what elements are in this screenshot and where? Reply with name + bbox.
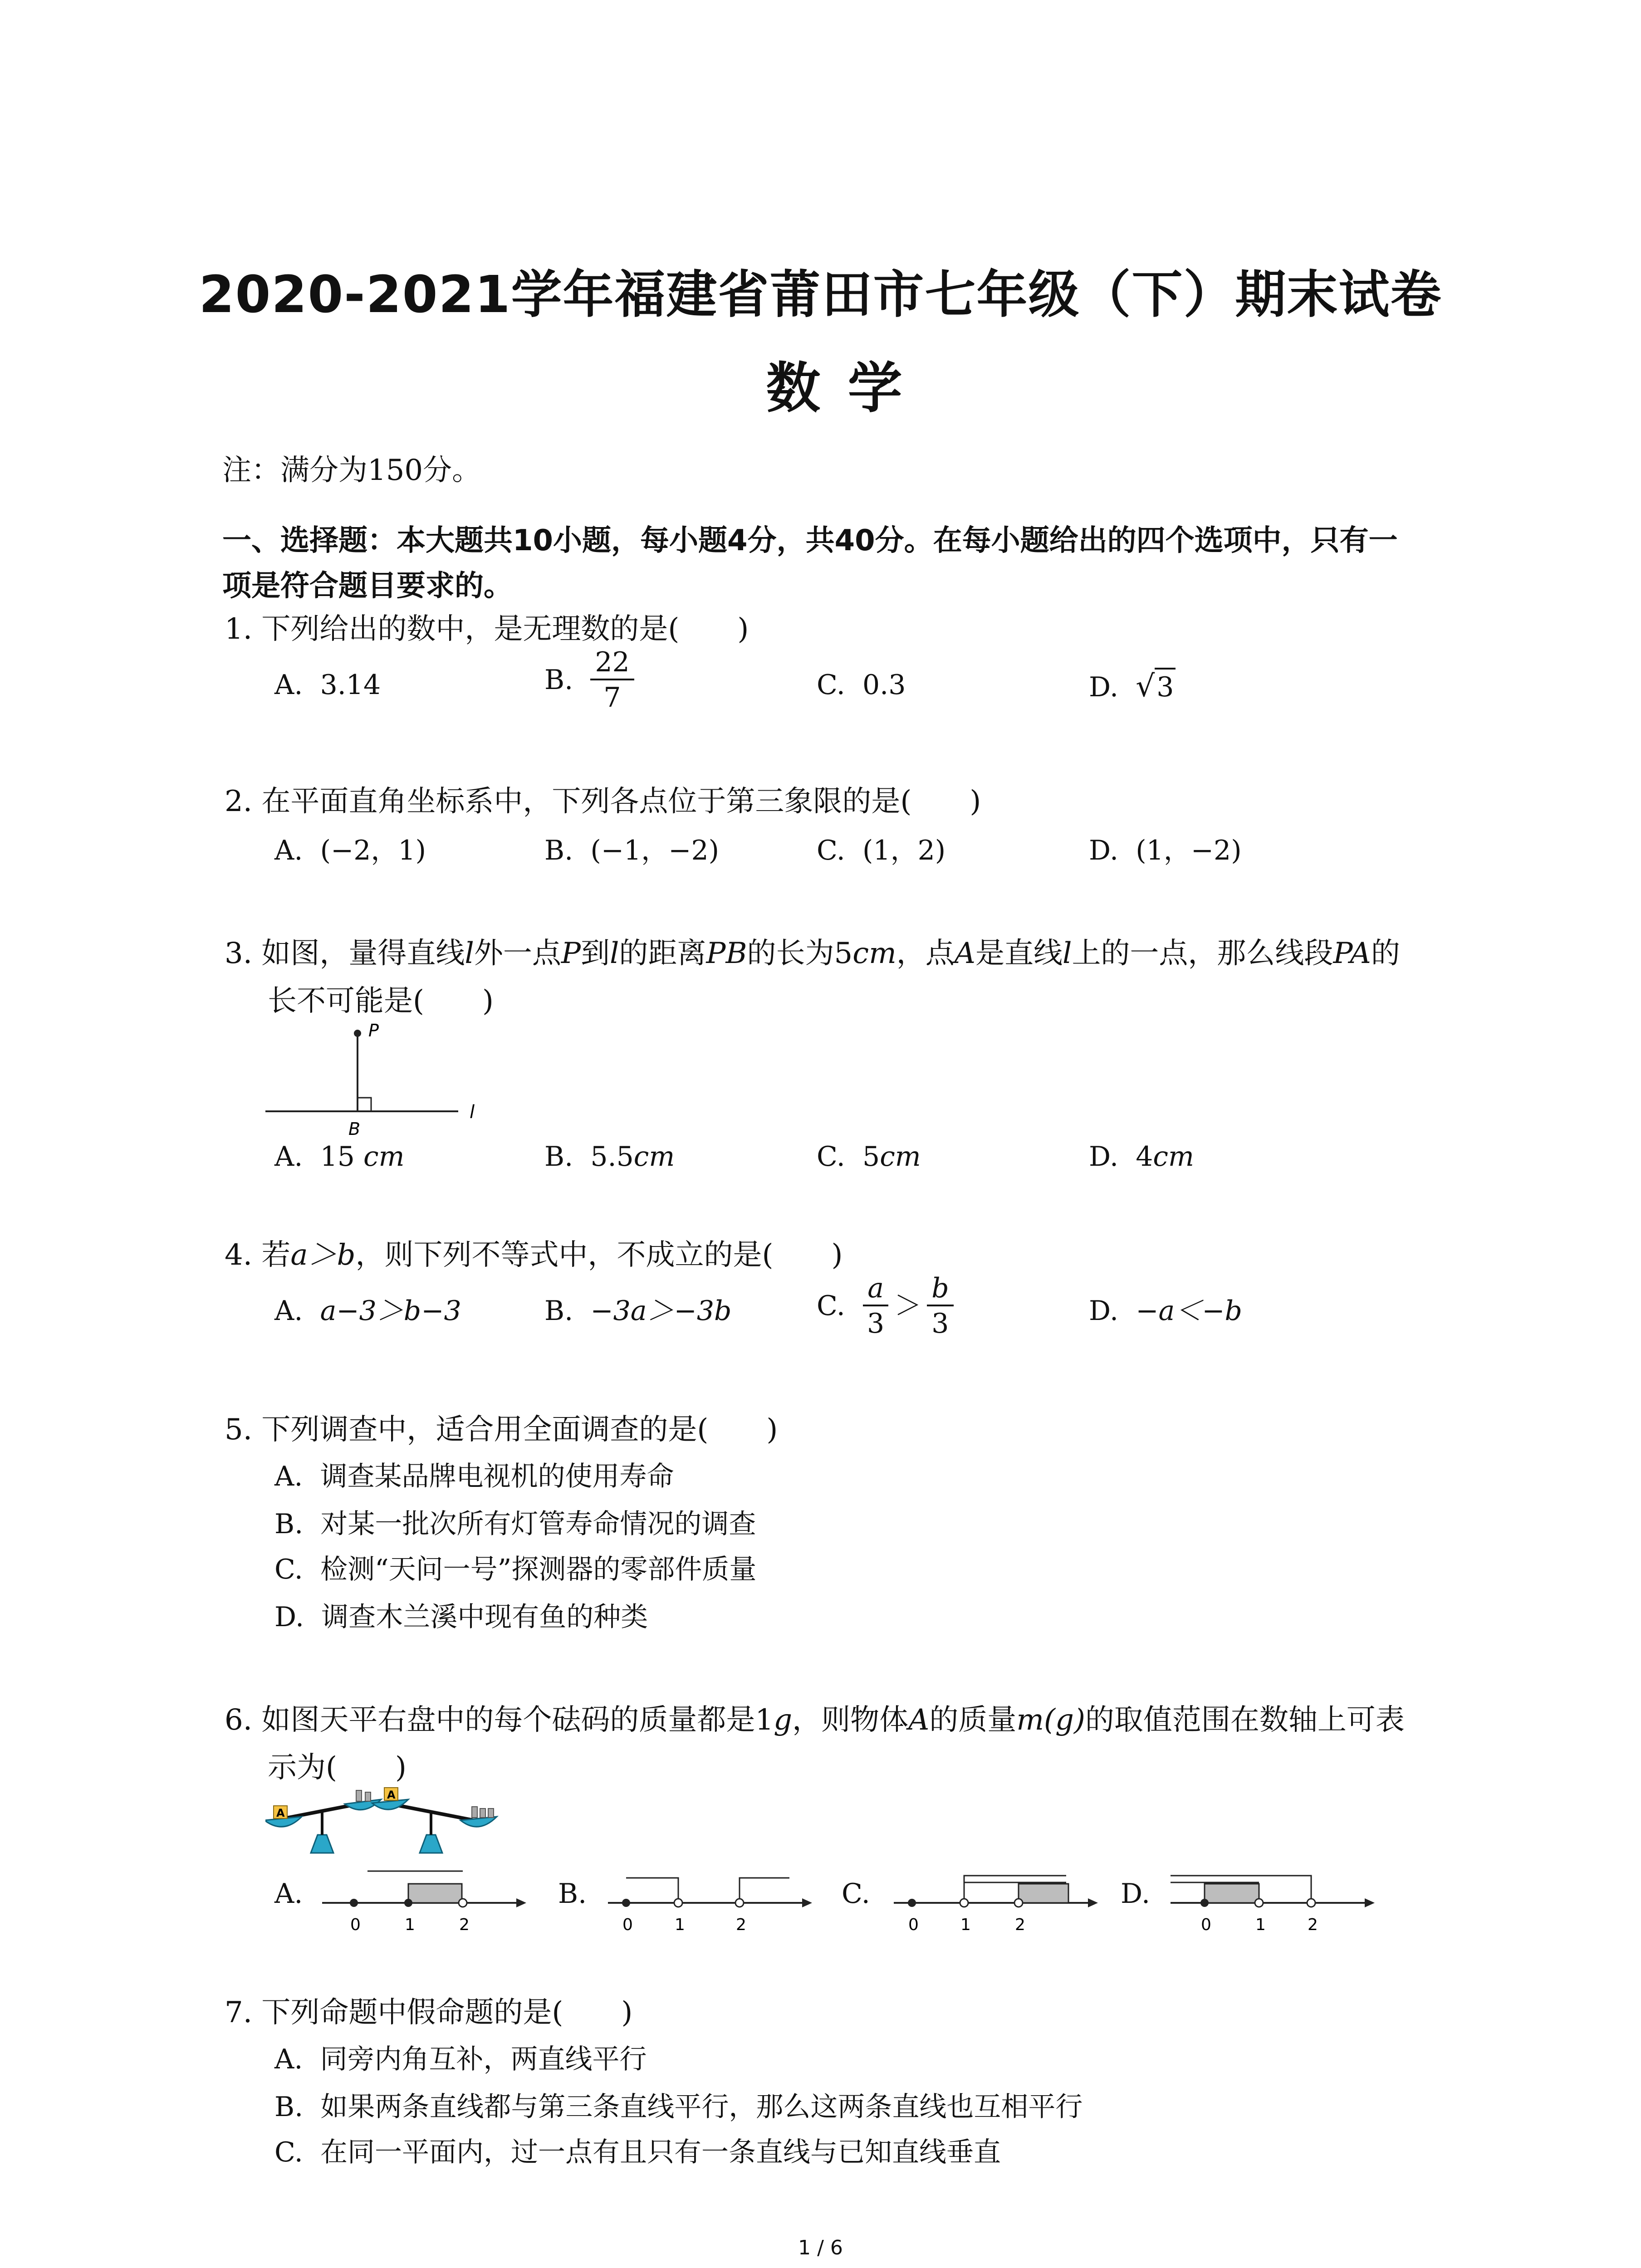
- balance-scale-2: [372, 1788, 497, 1853]
- q4-option-d: D. −a＜−b: [1089, 1295, 1242, 1327]
- q4-option-b: B. −3a＞−3b: [544, 1295, 732, 1327]
- question-1-stem: [225, 612, 749, 646]
- q5-option-b: B. 对某一批次所有灯管寿命情况的调查: [274, 1508, 756, 1540]
- question-text: 在平面直角坐标系中，下列各点位于第三象限的是( ): [261, 785, 981, 818]
- page-number: 1 / 6: [798, 2236, 843, 2259]
- q1-option-a: A. 3.14: [274, 669, 381, 701]
- label-p: P: [368, 1021, 379, 1041]
- question-5-stem: 5. 下列调查中，适合用全面调查的是( ): [225, 1413, 778, 1447]
- q2-option-b: B. (−1，−2): [544, 835, 720, 866]
- subject-title: 数学: [766, 357, 930, 420]
- question-number: 1.: [225, 612, 253, 646]
- q3-option-a: A. 15 cm: [274, 1141, 405, 1173]
- score-note: 注：满分为150分。: [222, 454, 481, 487]
- q6-option-d-label: D.: [1121, 1878, 1151, 1910]
- section-heading-line1: 一、选择题：本大题共10小题，每小题4分，共40分。在每小题给出的四个选项中，只有一: [222, 524, 1398, 557]
- svg-text:0: 0: [622, 1916, 633, 1934]
- q6-option-b-number-line: [599, 1857, 817, 1944]
- svg-text:2: 2: [1015, 1916, 1025, 1934]
- svg-text:0: 0: [908, 1916, 919, 1934]
- point-p: [354, 1030, 361, 1037]
- q3-perpendicular-figure: [263, 1016, 499, 1139]
- question-4-stem: 4. 若a＞b，则下列不等式中，不成立的是( ): [225, 1238, 843, 1272]
- question-text: 下列给出的数中，是无理数的是( ): [261, 612, 749, 646]
- q1-option-d: D. √3: [1089, 671, 1176, 701]
- svg-text:1: 1: [1255, 1916, 1266, 1934]
- q3-option-d: D. 4cm: [1089, 1141, 1194, 1173]
- svg-text:1: 1: [405, 1916, 415, 1934]
- weight-label-a: A: [387, 1789, 396, 1801]
- question-6-stem: 6. 如图天平右盘中的每个砝码的质量都是1g，则物体A的质量m(g)的取值范围在数轴上可表: [225, 1703, 1405, 1737]
- svg-text:2: 2: [736, 1916, 746, 1934]
- q6-option-c-label: C.: [842, 1878, 870, 1910]
- q2-option-d: D. (1，−2): [1089, 835, 1242, 866]
- fraction: $\frac{22}{7}$: [590, 649, 634, 711]
- q6-option-a-label: A.: [274, 1878, 303, 1910]
- q2-option-a: A. (−2，1): [274, 835, 426, 866]
- q4-option-c: C. $\frac{a}{3}$ ＞ $\frac{b}{3}$: [817, 1275, 954, 1337]
- q3-option-c: C. 5cm: [817, 1141, 921, 1173]
- svg-text:0: 0: [1201, 1916, 1211, 1934]
- q1-option-b: B. $\frac{22}{7}$: [544, 649, 634, 711]
- svg-text:1: 1: [675, 1916, 685, 1934]
- right-angle-mark: [358, 1098, 371, 1111]
- svg-text:0: 0: [350, 1916, 361, 1934]
- q5-option-c: C. 检测“天问一号”探测器的零部件质量: [274, 1554, 757, 1585]
- q7-option-b: B. 如果两条直线都与第三条直线平行，那么这两条直线也互相平行: [274, 2091, 1083, 2123]
- sqrt-sign: √: [1136, 669, 1155, 704]
- svg-text:2: 2: [459, 1916, 470, 1934]
- label-l: l: [470, 1102, 475, 1123]
- section-heading-line2: 项是符合题目要求的。: [222, 569, 513, 603]
- svg-text:1: 1: [960, 1916, 971, 1934]
- exam-title: 2020-2021学年福建省莆田市七年级（下）期末试卷: [199, 265, 1442, 324]
- question-2-stem: [225, 787, 981, 816]
- q6-option-a-number-line: [313, 1857, 531, 1944]
- question-number: 2.: [225, 785, 253, 818]
- question-3-stem: 3. 如图，量得直线l外一点P到l的距离PB的长为5cm，点A是直线l上的一点，那么线段PA的: [225, 937, 1400, 970]
- q3-option-b: B. 5.5cm: [544, 1141, 675, 1173]
- label-b: B: [348, 1119, 361, 1139]
- q5-option-a: A. 调查某品牌电视机的使用寿命: [274, 1461, 674, 1492]
- q1-option-c: C. 0.3: [817, 669, 906, 701]
- q7-option-a: A. 同旁内角互补，两直线平行: [274, 2043, 647, 2075]
- q6-option-c-number-line: [885, 1857, 1102, 1944]
- question-7-stem: 7. 下列命题中假命题的是( ): [225, 1996, 633, 2029]
- question-6-stem-line2: 示为( ): [268, 1751, 407, 1784]
- question-3-stem-line2: 长不可能是( ): [268, 984, 494, 1018]
- q6-option-b-label: B.: [558, 1878, 587, 1910]
- svg-text:2: 2: [1308, 1916, 1318, 1934]
- weight-label-a: A: [276, 1807, 285, 1819]
- q5-option-d: D. 调查木兰溪中现有鱼的种类: [274, 1601, 648, 1633]
- q4-option-a: A. a−3＞b−3: [274, 1295, 461, 1327]
- q6-option-d-number-line: [1161, 1857, 1379, 1944]
- q2-option-c: C. (1，2): [817, 835, 946, 866]
- q7-option-c: C. 在同一平面内，过一点有且只有一条直线与已知直线垂直: [274, 2136, 1001, 2168]
- balance-scale-1: [265, 1790, 381, 1853]
